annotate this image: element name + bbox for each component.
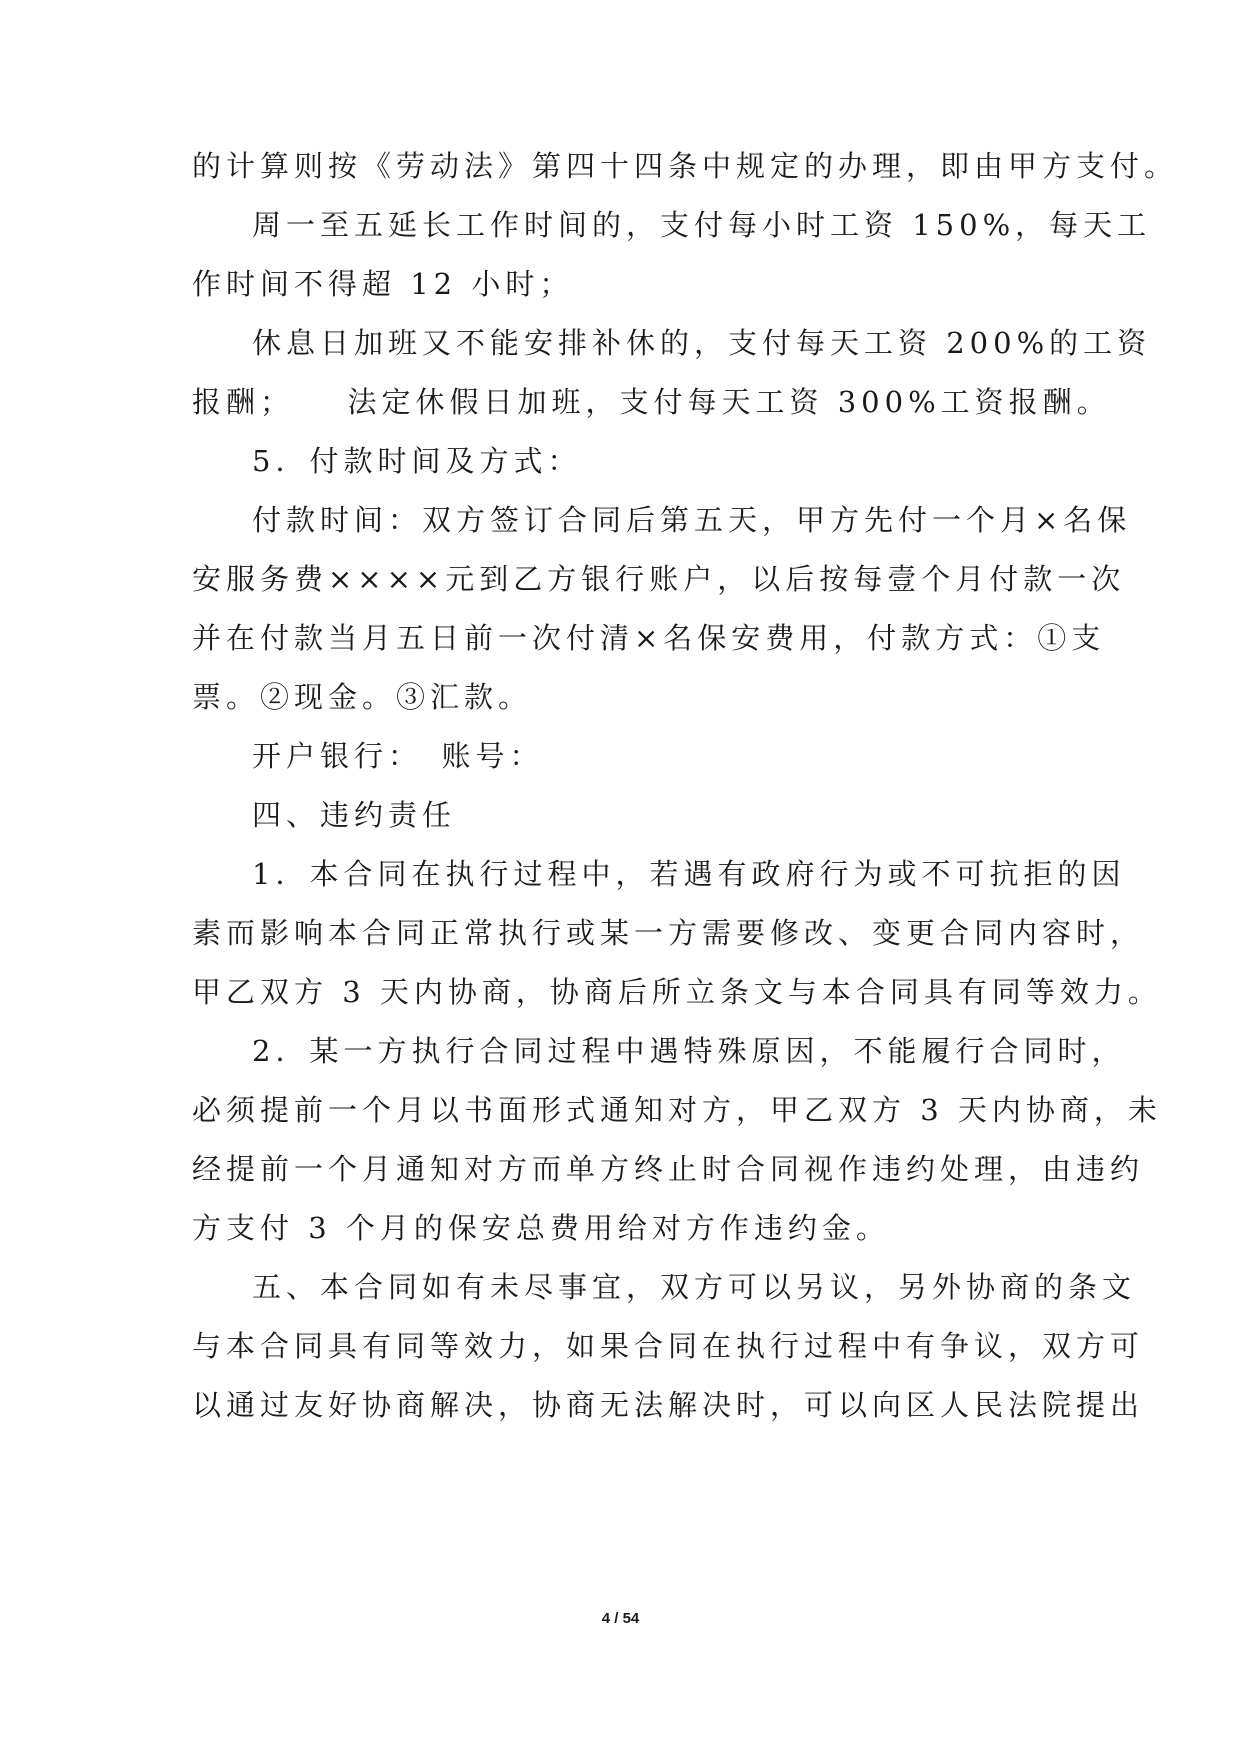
text-line: 甲乙双方 3 天内协商，协商后所立条文与本合同具有同等效力。 — [192, 975, 1162, 1009]
text-line: 的计算则按《劳动法》第四十四条中规定的办理，即由甲方支付。 — [192, 149, 1179, 183]
text-line: 与本合同具有同等效力，如果合同在执行过程中有争议，双方可 — [192, 1329, 1145, 1363]
text-line: 必须提前一个月以书面形式通知对方，甲乙双方 3 天内协商，未 — [192, 1093, 1162, 1127]
text-line: 5．付款时间及方式： — [252, 444, 582, 478]
text-line: 经提前一个月通知对方而单方终止时合同视作违约处理，由违约 — [192, 1152, 1145, 1186]
text-line: 并在付款当月五日前一次付清×名保安费用，付款方式：①支 — [192, 621, 1106, 655]
text-line: 五、本合同如有未尽事宜，双方可以另议，另外协商的条文 — [252, 1270, 1137, 1304]
text-line: 以通过友好协商解决，协商无法解决时，可以向区人民法院提出 — [192, 1388, 1145, 1422]
text-line: 1．本合同在执行过程中，若遇有政府行为或不可抗拒的因 — [252, 857, 1126, 891]
text-line: 票。②现金。③汇款。 — [192, 680, 533, 714]
text-line: 素而影响本合同正常执行或某一方需要修改、变更合同内容时， — [192, 916, 1145, 950]
page-number: 4 / 54 — [601, 1610, 640, 1627]
text-line: 2．某一方执行合同过程中遇特殊原因，不能履行合同时， — [252, 1034, 1126, 1068]
text-line: 付款时间：双方签订合同后第五天，甲方先付一个月×名保 — [252, 503, 1132, 537]
text-line: 休息日加班又不能安排补休的，支付每天工资 200%的工资 — [252, 326, 1152, 360]
text-line: 开户银行： 账号： — [252, 739, 544, 773]
section-heading: 四、违约责任 — [252, 798, 457, 832]
text-line: 作时间不得超 12 小时； — [192, 267, 574, 301]
text-line: 安服务费××××元到乙方银行账户，以后按每壹个月付款一次 — [192, 562, 1126, 596]
text-line: 方支付 3 个月的保安总费用给对方作违约金。 — [192, 1211, 890, 1245]
text-line: 报酬； 法定休假日加班，支付每天工资 300%工资报酬。 — [192, 385, 1111, 419]
text-line: 周一至五延长工作时间的，支付每小时工资 150%，每天工 — [252, 208, 1152, 242]
